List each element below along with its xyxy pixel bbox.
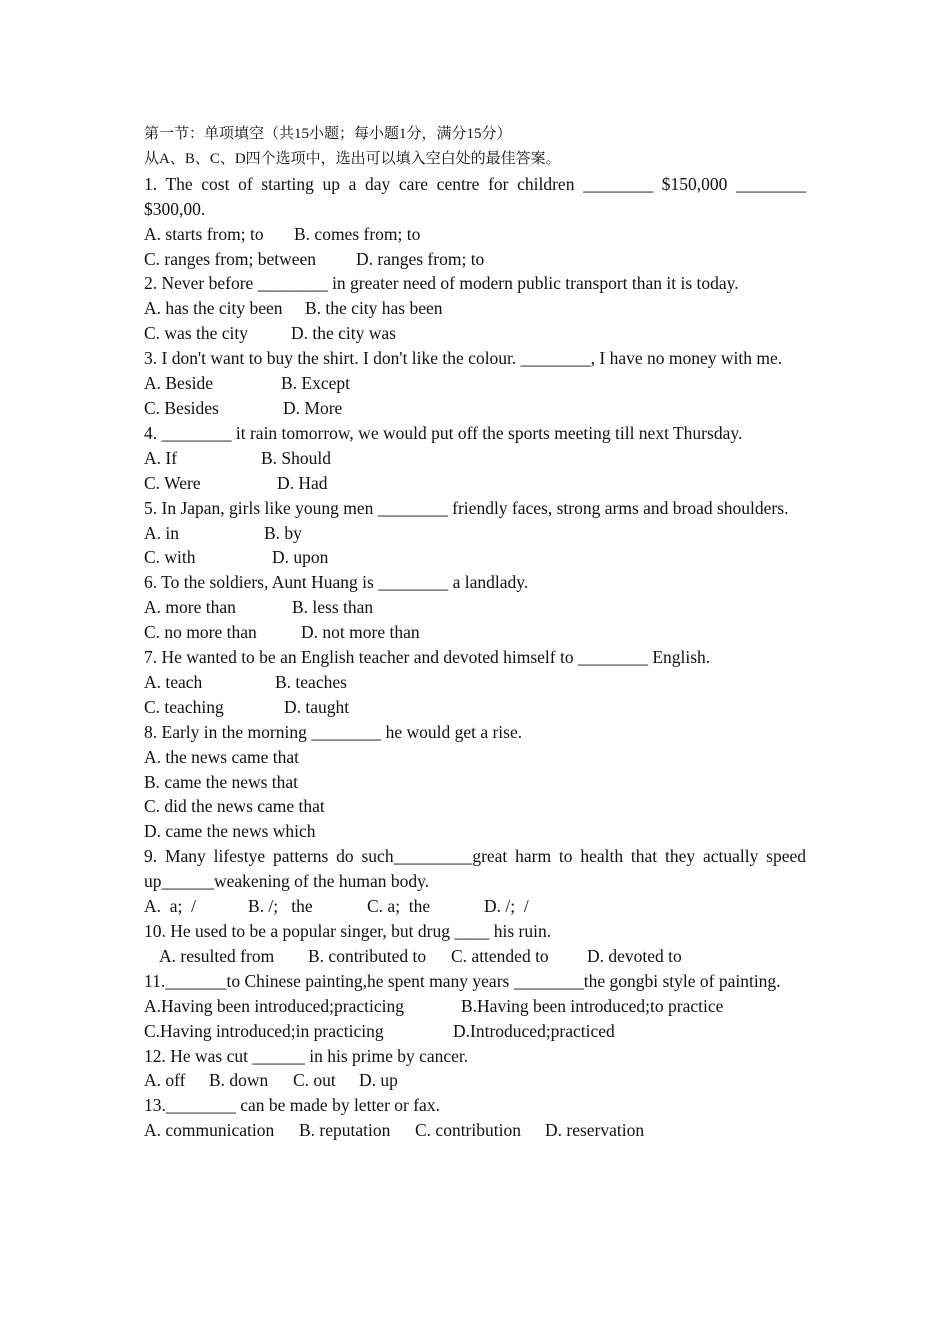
- options-row: [144, 545, 806, 570]
- option-d: D. ranges from; to: [356, 248, 485, 269]
- options-row: [144, 695, 806, 720]
- option-d: D. the city was: [291, 323, 396, 344]
- option-a: A. Beside: [144, 373, 214, 394]
- question-10: 10. He used to be a popular singer, but drug ____ his ruin.: [144, 921, 552, 941]
- options-row: [144, 371, 806, 396]
- option-c: C. ranges from; between: [144, 248, 317, 269]
- option-a: A. more than: [144, 597, 236, 618]
- option-d: D. up: [359, 1070, 398, 1091]
- option-b: B. teaches: [275, 671, 347, 692]
- question-7: 7. He wanted to be an English teacher and devoted himself to ________ English.: [144, 647, 711, 668]
- option-b: B. contributed to: [308, 945, 427, 966]
- option-c: C. with: [144, 547, 196, 568]
- option-d: D. Had: [277, 472, 328, 493]
- question-4: 4. ________ it rain tomorrow, we would put off the sports meeting till next Thursday.: [144, 422, 743, 443]
- option-b: B. by: [264, 522, 302, 543]
- options-row: [144, 1118, 806, 1143]
- option-b: B. Should: [261, 447, 332, 468]
- option-c: C. attended to: [451, 945, 549, 966]
- option-b: B. comes from; to: [294, 223, 421, 244]
- options-row: [144, 1068, 806, 1093]
- option-a: A. If: [144, 447, 178, 468]
- option-a: A.Having been introduced;practicing: [144, 995, 404, 1016]
- question-12: 12. He was cut ______ in his prime by cancer.: [144, 1045, 469, 1066]
- question-9: 9. Many lifestye patterns do such_________great harm to health that they actually speed up______weakening of the human body.: [144, 846, 806, 892]
- question-8: 8. Early in the morning ________ he would get a rise.: [144, 721, 523, 742]
- option-c: C.Having introduced;in practicing: [144, 1020, 384, 1041]
- options-row: [144, 222, 806, 247]
- options-row: [144, 446, 806, 471]
- option-b: B. the city has been: [305, 298, 443, 319]
- options-row: [144, 396, 806, 421]
- exam-page: [144, 122, 806, 1143]
- question-13: 13.________ can be made by letter or fax.: [144, 1095, 440, 1116]
- option-d: D. devoted to: [587, 945, 682, 966]
- option-a: A. off: [144, 1070, 186, 1091]
- option-a: A. communication: [144, 1120, 275, 1141]
- option-b: B. came the news that: [144, 771, 299, 792]
- option-b: B. down: [209, 1070, 269, 1091]
- option-a: A. starts from; to: [144, 223, 264, 244]
- option-a: A. a; /: [144, 896, 197, 917]
- option-d: D. More: [283, 397, 343, 418]
- option-a: A. the news came that: [144, 746, 300, 767]
- options-row: [144, 471, 806, 496]
- option-b: B. reputation: [299, 1120, 391, 1141]
- options-row: [144, 670, 806, 695]
- option-d: D.Introduced;practiced: [453, 1020, 615, 1041]
- options-row: [144, 1019, 806, 1044]
- options-row: [144, 620, 806, 645]
- question-2: 2. Never before ________ in greater need of modern public transport than it is today.: [144, 273, 739, 294]
- section-title: 第一节：单项填空（共15小题；每小题1分，满分15分）: [144, 126, 512, 142]
- option-d: D. reservation: [545, 1120, 645, 1141]
- option-a: A. has the city been: [144, 298, 283, 319]
- option-d: D. taught: [284, 696, 350, 717]
- option-d: D. came the news which: [144, 821, 316, 842]
- options-row: [144, 296, 806, 321]
- question-1: 1. The cost of starting up a day care centre for children ________ $150,000 ________ $300,00.: [144, 173, 806, 219]
- section-instruction: 从A、B、C、D四个选项中，选出可以填入空白处的最佳答案。: [144, 150, 561, 167]
- option-b: B. Except: [281, 373, 351, 394]
- option-c: C. Besides: [144, 397, 219, 418]
- question-11: 11._______to Chinese painting,he spent many years ________the gongbi style of painting.: [144, 970, 781, 991]
- option-a: A. resulted from: [159, 945, 275, 966]
- option-a: A. in: [144, 522, 179, 543]
- option-b: B.Having been introduced;to practice: [461, 995, 724, 1016]
- option-b: B. less than: [292, 597, 374, 618]
- option-c: C. out: [293, 1070, 336, 1091]
- option-c: C. teaching: [144, 696, 224, 717]
- options-row: [144, 247, 806, 272]
- options-row: [144, 321, 806, 346]
- option-c: C. was the city: [144, 323, 249, 344]
- options-row: [144, 944, 806, 969]
- question-6: 6. To the soldiers, Aunt Huang is ________ a landlady.: [144, 572, 529, 593]
- option-d: D. not more than: [301, 622, 420, 643]
- option-c: C. Were: [144, 472, 201, 493]
- options-row: [144, 894, 806, 919]
- question-3: 3. I don't want to buy the shirt. I don't like the colour. ________, I have no money with me.: [144, 348, 783, 369]
- option-d: D. /; /: [484, 896, 529, 917]
- option-c: C. did the news came that: [144, 796, 325, 817]
- options-row: [144, 595, 806, 620]
- option-c: C. contribution: [415, 1120, 521, 1141]
- option-c: C. no more than: [144, 622, 257, 643]
- option-b: B. /; the: [248, 896, 313, 917]
- options-row: [144, 994, 806, 1019]
- option-d: D. upon: [272, 547, 329, 568]
- option-a: A. teach: [144, 671, 203, 692]
- question-5: 5. In Japan, girls like young men ________ friendly faces, strong arms and broad shoulders.: [144, 497, 789, 518]
- options-row: [144, 521, 806, 546]
- option-c: C. a; the: [367, 896, 431, 917]
